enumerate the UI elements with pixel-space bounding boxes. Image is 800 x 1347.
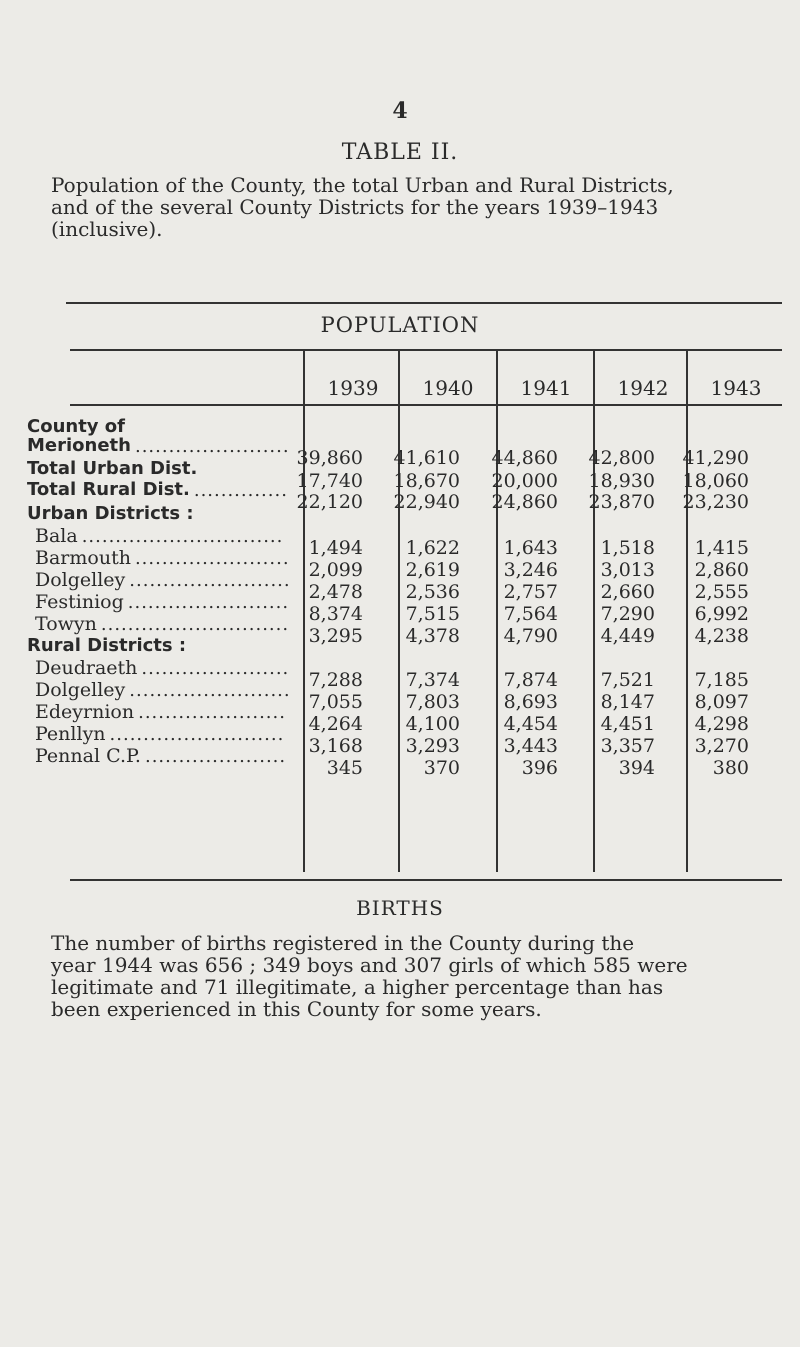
- population-cell: 7,803: [405, 691, 460, 713]
- row-label: Total Rural Dist.: [27, 479, 190, 500]
- year-header: 1941: [520, 376, 572, 400]
- dot-leader: ........................: [129, 680, 291, 701]
- population-cell: 6,992: [694, 603, 749, 625]
- paragraph-line: legitimate and 71 illegitimate, a higher percentage than has: [51, 975, 664, 999]
- row-label: Deudraeth: [35, 657, 138, 679]
- births-paragraph: [51, 932, 776, 1020]
- population-cell: 17,740: [296, 470, 363, 492]
- population-cell: 380: [712, 757, 749, 779]
- population-cell: 1,518: [600, 537, 655, 559]
- dot-leader: ......................: [141, 658, 290, 679]
- row-label: Festiniog: [35, 591, 124, 613]
- population-cell: 2,660: [600, 581, 655, 603]
- row-label: Urban Districts :: [27, 503, 194, 524]
- population-cell: 394: [618, 757, 655, 779]
- dot-leader: ..............: [193, 480, 288, 501]
- population-cell: 23,230: [682, 491, 749, 513]
- population-cell: 4,790: [503, 625, 558, 647]
- population-cell: 396: [521, 757, 558, 779]
- dot-leader: ..............................: [81, 526, 284, 547]
- population-cell: 41,290: [682, 447, 749, 469]
- caption-line: (inclusive).: [51, 217, 163, 241]
- population-cell: 8,374: [308, 603, 363, 625]
- paragraph-line: The number of births registered in the County during the: [51, 931, 635, 955]
- col-divider: [303, 350, 305, 872]
- year-header: 1940: [422, 376, 474, 400]
- population-cell: 39,860: [296, 447, 363, 469]
- population-cell: 1,622: [405, 537, 460, 559]
- population-cell: 2,860: [694, 559, 749, 581]
- dot-leader: ..........................: [109, 724, 285, 745]
- population-cell: 24,860: [491, 491, 558, 513]
- population-cell: 345: [326, 757, 363, 779]
- population-cell: 3,357: [600, 735, 655, 757]
- population-cell: 42,800: [588, 447, 655, 469]
- population-cell: 4,449: [600, 625, 655, 647]
- population-cell: 20,000: [491, 470, 558, 492]
- population-cell: 3,013: [600, 559, 655, 581]
- population-cell: 4,454: [503, 713, 558, 735]
- population-cell: 7,521: [600, 669, 655, 691]
- population-cell: 7,515: [405, 603, 460, 625]
- dot-leader: .....................: [144, 746, 287, 767]
- dot-leader: ........................: [127, 592, 290, 613]
- row-label: County of: [27, 416, 126, 437]
- dot-leader: .......................: [134, 548, 290, 569]
- population-cell: 22,120: [296, 491, 363, 513]
- population-cell: 7,288: [308, 669, 363, 691]
- births-heading: BIRTHS: [356, 896, 444, 920]
- population-cell: 2,757: [503, 581, 558, 603]
- population-cell: 8,097: [694, 691, 749, 713]
- population-cell: 4,264: [308, 713, 363, 735]
- row-label: Rural Districts :: [27, 635, 187, 656]
- year-header: 1939: [327, 376, 379, 400]
- population-cell: 7,185: [694, 669, 749, 691]
- row-label: Barmouth: [35, 547, 131, 569]
- row-label: Penllyn: [35, 723, 106, 745]
- row-label: Edeyrnion: [35, 701, 135, 723]
- population-cell: 3,293: [405, 735, 460, 757]
- population-cell: 3,443: [503, 735, 558, 757]
- population-cell: 4,100: [405, 713, 460, 735]
- population-cell: 7,564: [503, 603, 558, 625]
- population-cell: 44,860: [491, 447, 558, 469]
- row-label: Towyn: [35, 613, 97, 635]
- population-cell: 7,874: [503, 669, 558, 691]
- dot-leader: ......................: [138, 702, 286, 723]
- population-cell: 1,494: [308, 537, 363, 559]
- year-header: 1942: [617, 376, 669, 400]
- table-bottom-rule: [70, 879, 782, 881]
- population-cell: 3,270: [694, 735, 749, 757]
- row-label: Bala: [35, 525, 78, 547]
- dot-leader: ............................: [100, 614, 290, 635]
- row-label: Merioneth: [27, 435, 131, 456]
- population-cell: 1,415: [694, 537, 749, 559]
- population-cell: 3,168: [308, 735, 363, 757]
- paragraph-line: year 1944 was 656 ; 349 boys and 307 girls of which 585 were: [51, 953, 688, 977]
- dot-leader: ........................: [129, 570, 291, 591]
- population-cell: 7,055: [308, 691, 363, 713]
- col-divider: [686, 350, 688, 872]
- population-cell: 8,693: [503, 691, 558, 713]
- paragraph-line: been experienced in this County for some years.: [51, 997, 542, 1021]
- row-label: Dolgelley: [35, 679, 126, 701]
- population-cell: 2,478: [308, 581, 363, 603]
- population-cell: 4,451: [600, 713, 655, 735]
- population-cell: 370: [423, 757, 460, 779]
- table-caption: [51, 174, 776, 240]
- population-cell: 18,930: [588, 470, 655, 492]
- years-top-rule: [70, 349, 782, 351]
- population-cell: 22,940: [393, 491, 460, 513]
- years-bottom-rule: [70, 404, 782, 406]
- page-number: 4: [392, 98, 408, 124]
- population-cell: 4,298: [694, 713, 749, 735]
- population-cell: 7,290: [600, 603, 655, 625]
- row-label: Total Urban Dist.: [27, 458, 198, 479]
- population-cell: 4,378: [405, 625, 460, 647]
- population-cell: 3,246: [503, 559, 558, 581]
- col-divider: [593, 350, 595, 872]
- population-cell: 18,670: [393, 470, 460, 492]
- table-top-rule: [66, 302, 782, 304]
- caption-line: and of the several County Districts for the years 1939–1943: [51, 195, 659, 219]
- dot-leader: .......................: [134, 436, 290, 457]
- population-cell: 8,147: [600, 691, 655, 713]
- population-cell: 2,536: [405, 581, 460, 603]
- row-label: Pennal C.P.: [35, 745, 141, 767]
- row-label: Dolgelley: [35, 569, 126, 591]
- population-heading: POPULATION: [320, 313, 480, 337]
- caption-line: Population of the County, the total Urban and Rural Districts,: [51, 173, 674, 197]
- population-cell: 3,295: [308, 625, 363, 647]
- col-divider: [496, 350, 498, 872]
- population-cell: 4,238: [694, 625, 749, 647]
- population-cell: 41,610: [393, 447, 460, 469]
- population-cell: 7,374: [405, 669, 460, 691]
- table-title: TABLE II.: [341, 140, 459, 165]
- population-cell: 2,619: [405, 559, 460, 581]
- population-cell: 23,870: [588, 491, 655, 513]
- population-cell: 18,060: [682, 470, 749, 492]
- year-header: 1943: [710, 376, 762, 400]
- col-divider: [398, 350, 400, 872]
- population-cell: 2,555: [694, 581, 749, 603]
- population-cell: 1,643: [503, 537, 558, 559]
- population-cell: 2,099: [308, 559, 363, 581]
